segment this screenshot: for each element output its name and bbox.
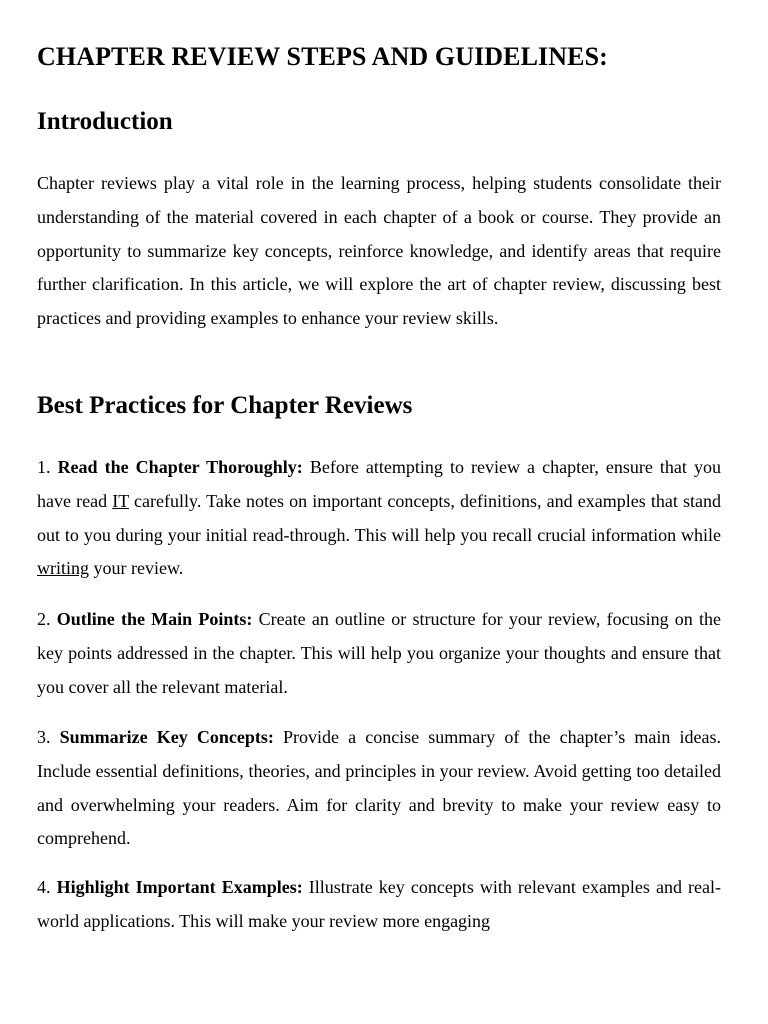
item-text: carefully. Take notes on important concepts, definitions, and examples that stand out to you during your initial read-through. This will help you recall crucial information while: [37, 490, 721, 545]
underlined-word-writing: writing: [37, 558, 89, 579]
item-number: 1.: [37, 457, 51, 477]
introduction-paragraph: Chapter reviews play a vital role in the learning process, helping students consolidate their understanding of the material covered in each chapter of a book or course. They provide an opportunity to summarize key concepts, reinforce knowledge, and identify areas that require further clarification. In this article, we will explore the art of chapter review, discussing best practices and providing examples to enhance your review skills.: [37, 173, 721, 329]
underlined-word-it: IT: [112, 490, 129, 511]
item-title: Read the Chapter Thoroughly:: [57, 457, 303, 477]
best-practices-heading: Best Practices for Chapter Reviews: [37, 392, 413, 419]
item-text: Illustrate key concepts with relevant examples and real-world applications. This will make your review more engaging: [37, 877, 721, 931]
item-title: Outline the Main Points:: [56, 609, 253, 629]
item-title: Highlight Important Examples:: [56, 877, 303, 897]
item-text: Before attempting to review a chapter, ensure that you have read: [37, 457, 721, 511]
item-text: your review.: [93, 558, 184, 579]
list-item: [37, 721, 721, 856]
list-item: [37, 871, 721, 939]
list-item: [37, 603, 721, 704]
item-number: 4.: [37, 877, 51, 897]
introduction-heading: Introduction: [37, 108, 173, 135]
list-item: [37, 451, 721, 586]
item-title: Summarize Key Concepts:: [59, 727, 274, 747]
item-text: Provide a concise summary of the chapter’s main ideas. Include essential definitions, theories, and principles in your review. Avoid getting too detailed and overwhelming your readers. Aim for clarity and brevity to make your review easy to comprehend.: [37, 727, 722, 849]
item-text: Create an outline or structure for your review, focusing on the key points addressed in the chapter. This will help you organize your thoughts and ensure that you cover all the relevant material.: [37, 609, 722, 697]
document-title: CHAPTER REVIEW STEPS AND GUIDELINES:: [37, 42, 608, 71]
item-number: 2.: [37, 609, 51, 629]
item-number: 3.: [37, 727, 51, 747]
